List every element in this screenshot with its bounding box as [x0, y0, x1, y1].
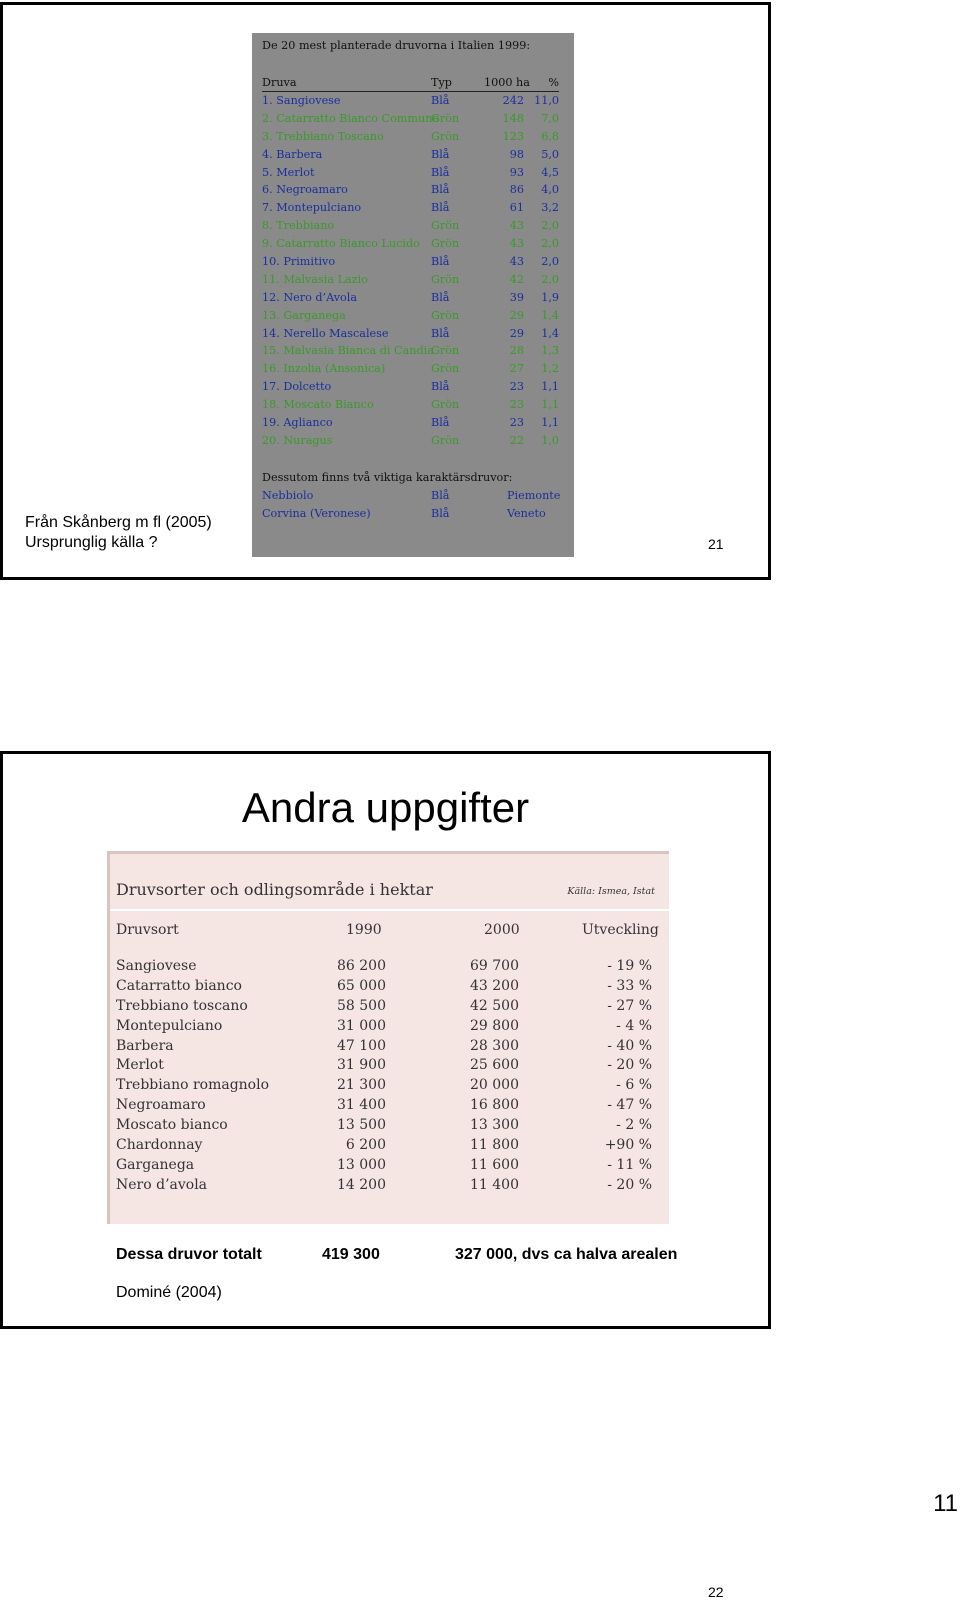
grape-percent: 2,0 [541, 255, 559, 269]
grape-percent: 1,1 [541, 380, 559, 394]
grape-name: 2. Catarratto Bianco Commune [262, 111, 440, 125]
source-note [25, 513, 212, 553]
table-row [262, 112, 559, 130]
grape-percent: 11,0 [534, 94, 559, 107]
table-row [262, 255, 559, 273]
grape-name: Chardonnay [116, 1137, 203, 1154]
grape-percent: 1,4 [541, 308, 559, 322]
reference: Dominé (2004) [116, 1284, 222, 1301]
area-1990: 13 000 [337, 1156, 386, 1173]
grape-percent: 6,8 [541, 129, 559, 143]
grape-percent: 4,0 [541, 183, 559, 197]
header-grape: Druvsort [116, 922, 179, 938]
extra-grapes-title: Dessutom finns två viktiga karaktärsdruvor: [262, 471, 513, 484]
grape-percent: 1,4 [541, 326, 559, 340]
development: - 11 % [607, 1156, 652, 1173]
grape-name: 10. Primitivo [262, 255, 336, 269]
table-row [262, 309, 559, 327]
grape-table-rows [262, 94, 559, 452]
development: - 4 % [616, 1017, 652, 1034]
grape-percent: 7,0 [541, 111, 559, 125]
development: - 6 % [616, 1077, 652, 1094]
header-type: Typ [431, 76, 452, 89]
table-row [262, 507, 559, 525]
grape-name: Trebbiano romagnolo [116, 1077, 270, 1094]
table-row [116, 1077, 656, 1097]
area-table-rows [116, 958, 656, 1197]
header-2000: 2000 [484, 922, 520, 938]
grape-area: 23 [509, 416, 524, 430]
grape-name: 5. Merlot [262, 165, 315, 179]
table-row [262, 148, 559, 166]
development: - 47 % [607, 1097, 652, 1114]
grape-type: Grön [431, 111, 460, 125]
area-2000: 16 800 [470, 1097, 519, 1114]
area-2000: 20 000 [470, 1077, 519, 1094]
development: - 27 % [607, 997, 652, 1014]
development: - 40 % [607, 1037, 652, 1054]
grape-type: Blå [431, 380, 450, 394]
table-row [116, 1117, 656, 1137]
grape-type: Blå [431, 290, 450, 304]
area-2000: 29 800 [470, 1017, 519, 1034]
grape-name: 14. Nerello Mascalese [262, 326, 389, 340]
grape-name: 4. Barbera [262, 147, 323, 161]
table-row [262, 273, 559, 291]
grape-name: 8. Trebbiano [262, 219, 335, 233]
table-row [262, 183, 559, 201]
grape-name: 15. Malvasia Bianca di Candia [262, 344, 434, 358]
table-row [262, 166, 559, 184]
area-1990: 58 500 [337, 997, 386, 1014]
table-row [262, 362, 559, 380]
header-pct: % [548, 76, 559, 89]
header-grape: Druva [262, 76, 297, 89]
table-row [116, 1097, 656, 1117]
grape-percent: 2,0 [541, 219, 559, 233]
grape-type: Blå [431, 255, 450, 269]
header-development: Utveckling [582, 922, 659, 938]
total-2000: 327 000, dvs ca halva arealen [455, 1246, 678, 1263]
grape-name: Sangiovese [116, 958, 197, 974]
grape-name: Nebbiolo [262, 489, 314, 502]
grape-area: 27 [509, 362, 524, 376]
grape-name: Montepulciano [116, 1017, 223, 1034]
grape-name: 9. Catarratto Bianco Lucido [262, 237, 420, 251]
grape-type: Blå [431, 165, 450, 179]
header-ha: 1000 ha [484, 76, 530, 89]
grape-name: Garganega [116, 1156, 195, 1173]
header-1990: 1990 [346, 922, 382, 938]
grape-area: 39 [509, 290, 524, 304]
grape-percent: 1,1 [541, 416, 559, 430]
development: +90 % [604, 1137, 652, 1154]
area-table-image [107, 851, 669, 1224]
grape-area: 42 [509, 272, 524, 286]
table-row [116, 1177, 656, 1197]
sheet-page-number: 11 [933, 1490, 958, 1517]
grape-name: Negroamaro [116, 1097, 206, 1114]
grape-percent: 2,0 [541, 237, 559, 251]
table-row [116, 1057, 656, 1077]
table-row [116, 998, 656, 1018]
grape-area: 93 [509, 165, 524, 179]
grape-type: Grön [431, 362, 460, 376]
area-1990: 6 200 [345, 1137, 386, 1154]
area-1990: 65 000 [337, 977, 386, 994]
grape-region: Veneto [507, 507, 546, 520]
slide-22 [0, 751, 771, 1600]
grape-area: 242 [502, 94, 524, 107]
development: - 19 % [607, 958, 652, 974]
area-2000: 43 200 [470, 977, 519, 994]
table-row [262, 130, 559, 148]
area-2000: 69 700 [470, 958, 519, 974]
table-row [116, 1038, 656, 1058]
area-1990: 13 500 [337, 1117, 386, 1134]
table-row [262, 237, 559, 255]
grape-percent: 3,2 [541, 201, 559, 215]
development: - 33 % [607, 977, 652, 994]
grape-type: Grön [431, 433, 460, 447]
table-row [262, 434, 559, 452]
area-2000: 42 500 [470, 997, 519, 1014]
grape-name: 12. Nero d’Avola [262, 290, 358, 304]
grape-area: 23 [509, 380, 524, 394]
grape-percent: 2,0 [541, 272, 559, 286]
grape-area: 86 [509, 183, 524, 197]
grape-percent: 4,5 [541, 165, 559, 179]
area-2000: 11 400 [470, 1176, 519, 1193]
table-row [262, 344, 559, 362]
area-2000: 28 300 [470, 1037, 519, 1054]
area-1990: 31 000 [337, 1017, 386, 1034]
table-row [116, 978, 656, 998]
area-2000: 11 600 [470, 1156, 519, 1173]
grape-name: 6. Negroamaro [262, 183, 348, 197]
grape-area: 28 [509, 344, 524, 358]
area-1990: 86 200 [337, 958, 386, 974]
divider [110, 909, 669, 911]
grape-name: Barbera [116, 1037, 174, 1054]
grape-type: Blå [431, 507, 450, 520]
grape-percent: 1,9 [541, 290, 559, 304]
grape-type: Blå [431, 201, 450, 215]
grape-percent: 1,3 [541, 344, 559, 358]
grape-area: 148 [502, 111, 524, 125]
grape-name: 17. Dolcetto [262, 380, 332, 394]
grape-name: Merlot [116, 1057, 164, 1074]
grape-name: Catarratto bianco [116, 977, 242, 994]
page-number: 21 [708, 536, 724, 552]
source-line-2: Ursprunglig källa ? [25, 534, 158, 551]
grape-area: 43 [509, 219, 524, 233]
grape-percent: 1,0 [541, 433, 559, 447]
grape-area: 98 [509, 147, 524, 161]
grape-type: Blå [431, 326, 450, 340]
source-line-1: Från Skånberg m fl (2005) [25, 514, 212, 531]
grape-name: 13. Garganega [262, 308, 346, 322]
grape-name: 20. Nuragus [262, 433, 333, 447]
grape-percent: 1,2 [541, 362, 559, 376]
area-1990: 31 900 [337, 1057, 386, 1074]
total-label: Dessa druvor totalt [116, 1246, 262, 1263]
grape-type: Blå [431, 416, 450, 430]
grape-table-header [262, 76, 559, 92]
total-1990: 419 300 [322, 1246, 380, 1263]
grape-name: 16. Inzolia (Ansonica) [262, 362, 386, 376]
grape-area: 43 [509, 255, 524, 269]
page-number: 22 [708, 1584, 724, 1600]
table-row [262, 327, 559, 345]
area-1990: 31 400 [337, 1097, 386, 1114]
grape-name: 7. Montepulciano [262, 201, 362, 215]
grape-name: Nero d’avola [116, 1176, 208, 1193]
grape-table-title: De 20 mest planterade druvorna i Italien 1999: [262, 39, 531, 52]
grape-name: 3. Trebbiano Toscano [262, 129, 384, 143]
table-row [262, 416, 559, 434]
grape-name: 11. Malvasia Lazio [262, 272, 368, 286]
grape-type: Grön [431, 344, 460, 358]
grape-type: Blå [431, 489, 450, 502]
grape-area: 23 [509, 398, 524, 412]
grape-name: 18. Moscato Bianco [262, 398, 374, 412]
grape-name: 1. Sangiovese [262, 94, 341, 107]
grape-name: Corvina (Veronese) [262, 507, 371, 520]
area-1990: 21 300 [337, 1077, 386, 1094]
extra-grapes-rows [262, 489, 559, 525]
grape-type: Grön [431, 272, 460, 286]
table-row [116, 958, 656, 978]
slide-title: Andra uppgifter [241, 784, 530, 831]
table-row [116, 1018, 656, 1038]
grape-area: 61 [509, 201, 524, 215]
area-2000: 11 800 [470, 1137, 519, 1154]
grape-type: Grön [431, 308, 460, 322]
grape-percent: 1,1 [541, 398, 559, 412]
grape-type: Blå [431, 183, 450, 197]
grape-name: Moscato bianco [116, 1117, 228, 1134]
area-table-title: Druvsorter och odlingsområde i hektar [116, 880, 433, 899]
grape-type: Blå [431, 94, 450, 107]
grape-area: 29 [509, 326, 524, 340]
development: - 2 % [616, 1117, 652, 1134]
table-row [116, 1137, 656, 1157]
area-1990: 47 100 [337, 1037, 386, 1054]
table-row [262, 201, 559, 219]
grape-area: 43 [509, 237, 524, 251]
area-2000: 25 600 [470, 1057, 519, 1074]
grape-type: Grön [431, 398, 460, 412]
area-table-source: Källa: Ismea, Istat [567, 886, 655, 897]
table-row [262, 489, 559, 507]
table-row [116, 1157, 656, 1177]
grape-type: Blå [431, 147, 450, 161]
area-2000: 13 300 [470, 1117, 519, 1134]
grape-area: 22 [509, 433, 524, 447]
grape-name: Trebbiano toscano [116, 997, 248, 1014]
grape-type: Grön [431, 129, 460, 143]
grape-area: 123 [502, 129, 524, 143]
table-row [262, 94, 559, 112]
grape-percent: 5,0 [541, 147, 559, 161]
area-1990: 14 200 [337, 1176, 386, 1193]
table-row [262, 219, 559, 237]
slide-21 [0, 2, 771, 580]
grape-type: Grön [431, 219, 460, 233]
grape-name: 19. Aglianco [262, 416, 333, 430]
grape-area: 29 [509, 308, 524, 322]
table-row [262, 291, 559, 309]
table-row [262, 398, 559, 416]
development: - 20 % [607, 1176, 652, 1193]
grape-type: Grön [431, 237, 460, 251]
grape-region: Piemonte [507, 489, 561, 502]
development: - 20 % [607, 1057, 652, 1074]
grape-table-image [252, 33, 574, 557]
table-row [262, 380, 559, 398]
